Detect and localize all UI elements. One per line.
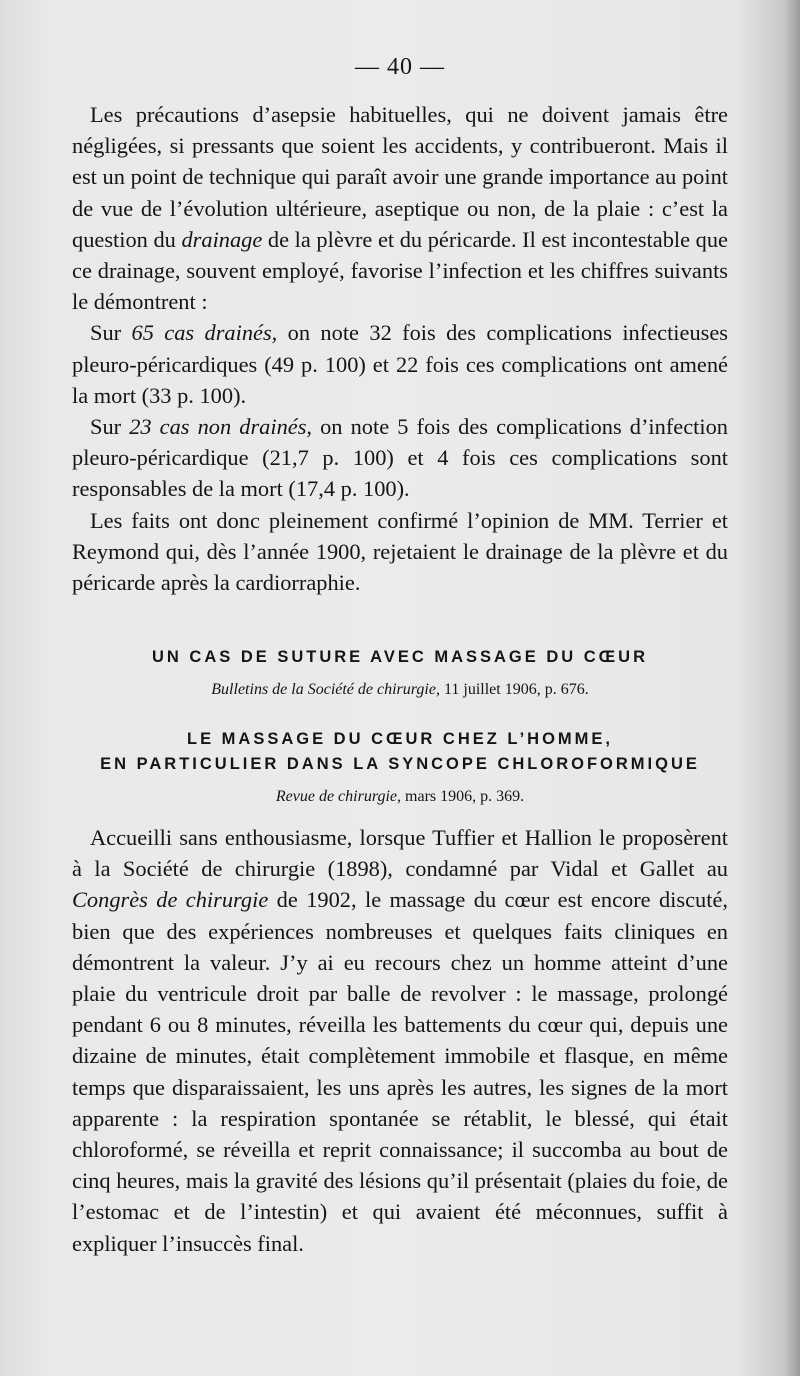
section-reference-bulletins: [60, 679, 740, 701]
text-run: Sur: [90, 320, 132, 346]
section-heading-suture: UN CAS DE SUTURE AVEC MASSAGE DU CŒUR: [151, 648, 649, 666]
text-run: Accueilli sans enthousiasme, lorsque Tuffier et Hallion le proposèrent à la Société de chirurgie (1898), condamné par Vidal et Gallet au: [72, 825, 728, 882]
italic-cas-non-draines: 23 cas non drainés,: [129, 414, 313, 440]
text-run: on note 5 fois des complications d’infection pleuro-péricardique (21,7 p. 100) et 4 fois ces complications sont responsables de la mort (17,4 p. 100).: [72, 414, 729, 502]
paragraph-cas-draines: [72, 317, 728, 411]
text-run: Les précautions d’asepsie habituelles, qui ne doivent jamais être négligées, si pressants que soient les accidents, y contribueront. Mais il est un point de technique qui paraît avoir une grande importance au point de vue de l’évolution ultérieure, aseptique ou non, de la plaie : c’est la question du: [72, 102, 728, 252]
reference-date: mars 1906, p. 369.: [401, 788, 525, 805]
page-number: — 40 —: [355, 54, 445, 80]
paragraph-asepsie: [72, 99, 728, 317]
text-run: de 1902, le massage du cœur est encore discuté, bien que des expériences nombreuses et quelques faits cliniques en démontrent la valeur. J’y ai eu recours chez un homme atteint d’une plaie du ventricule droit par balle de revolver : le massage, prolongé pendant 6 ou 8 minutes, réveilla les battements du cœur qui, depuis une dizaine de minutes, était complètement immobile et flasque, en même temps que disparaissaient, les uns après les autres, les signes de la mort apparente : la respiration spontanée se rétablit, le blessé, qui était chloroformé, se réveilla et reprit connaissance; il succomba au bout de cinq heures, mais la gravité des lésions qu’il présentait (plaies du foie, de l’estomac et de l’intestin) et qui avaient été méconnues, suffit à expliquer l’insuccès final.: [72, 887, 728, 1256]
italic-term-drainage: drainage: [181, 226, 263, 252]
reference-date: 11 juillet 1906, p. 676.: [439, 681, 589, 698]
reference-journal: Revue de chirurgie,: [275, 788, 402, 805]
reference-journal: Bulletins de la Société de chirurgie,: [211, 681, 440, 698]
italic-cas-draines: 65 cas drainés,: [131, 320, 278, 346]
body-text-bottom: [72, 822, 728, 1259]
paragraph-conclusion: Les faits ont donc pleinement confirmé l’opinion de MM. Terrier et Reymond qui, dès l’année 1900, rejetaient le drainage de la plèvre et du péricarde après la cardiorraphie.: [72, 507, 728, 596]
body-text-top: [72, 99, 728, 598]
text-run: Sur: [90, 414, 130, 440]
section-heading-massage-line2: EN PARTICULIER DANS LA SYNCOPE CHLOROFORMIQUE: [100, 755, 700, 773]
paragraph-accueilli: [72, 822, 728, 1259]
paragraph-cas-non-draines: [72, 411, 728, 505]
italic-congres: Congrès de chirurgie: [72, 887, 269, 913]
section-reference-revue: [60, 786, 740, 808]
text-run: on note 32 fois des complications infectieuses pleuro-péricardiques (49 p. 100) et 22 fois ces complications ont amené la mort (33 p. 100).: [72, 320, 729, 408]
section-heading-massage-line1: LE MASSAGE DU CŒUR CHEZ L’HOMME,: [186, 730, 613, 748]
text-run: de la plèvre et du péricarde. Il est incontestable que ce drainage, souvent employé, favorise l’infection et les chiffres suivants le démontrent :: [72, 226, 728, 315]
